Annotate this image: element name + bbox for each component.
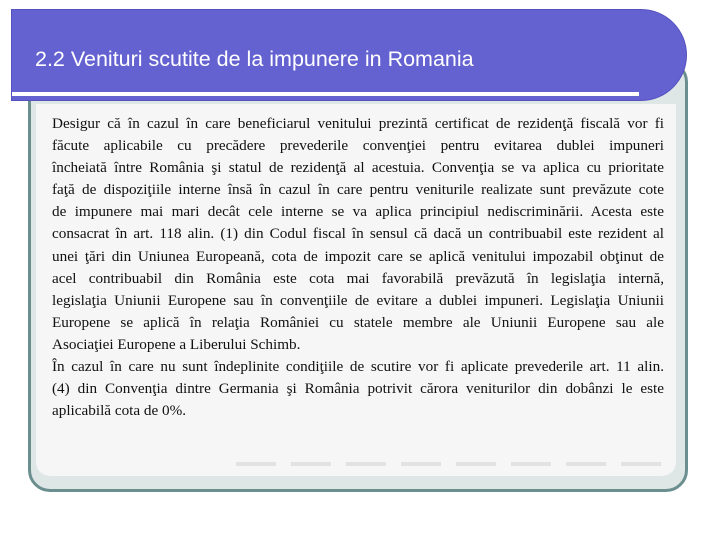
scanned-document: [36, 104, 676, 476]
document-line: faţă de dispoziţiile interne însă în cazul în care pentru veniturile realizate sunt prevăzute cote: [52, 181, 664, 199]
document-line: de impunere mai mari decât cele interne se va aplica principiul nediscriminării. Acesta este: [52, 203, 664, 221]
document-line: făcute aplicabile cu precădere prevederile convenţiei pentru evitarea dublei impuneri: [52, 137, 664, 155]
document-line: încheiată între România şi statul de rezidenţă al acestuia. Convenţia se va aplica cu prioritate: [52, 159, 664, 177]
document-line: aplicabilă cota de 0%.: [52, 402, 187, 420]
document-line: acel contribuabil din România este cota mai favorabilă prevăzută în legislaţia internă,: [52, 269, 664, 287]
document-line: Asociaţiei Europene a Liberului Schimb.: [52, 335, 301, 353]
document-line: unei ţări din Uniunea Europeană, cota de impozit care se aplică venitului impozabil obţinut de: [52, 247, 664, 265]
document-line: consacrat în art. 118 alin. (1) din Codul fiscal în sensul că dacă un contribuabil este rezident al: [52, 225, 664, 243]
document-text: [52, 113, 664, 422]
scan-artifact: [236, 462, 666, 466]
document-line: În cazul în care nu sunt îndeplinite condiţiile de scutire vor fi aplicate prevederile art. 11 alin.: [52, 358, 664, 376]
document-line: Desigur că în cazul în care beneficiarul venitului prezintă certificat de rezidenţă fiscală vor fi: [52, 115, 664, 132]
document-line: (4) din Convenţia dintre Germania şi România potrivit cărora veniturilor din dobânzi le este: [52, 380, 664, 398]
document-line: Europene se aplică în relaţia României cu statele membre ale Uniunii Europene sau ale: [52, 313, 664, 331]
slide-title: 2.2 Venituri scutite de la impunere in Romania: [35, 47, 474, 71]
title-underline: [12, 92, 639, 96]
document-line: legislaţia Uniunii Europene sau în convenţiile de evitare a dublei impuneri. Legislaţia Uniunii: [52, 291, 664, 309]
title-bar: [12, 10, 686, 100]
